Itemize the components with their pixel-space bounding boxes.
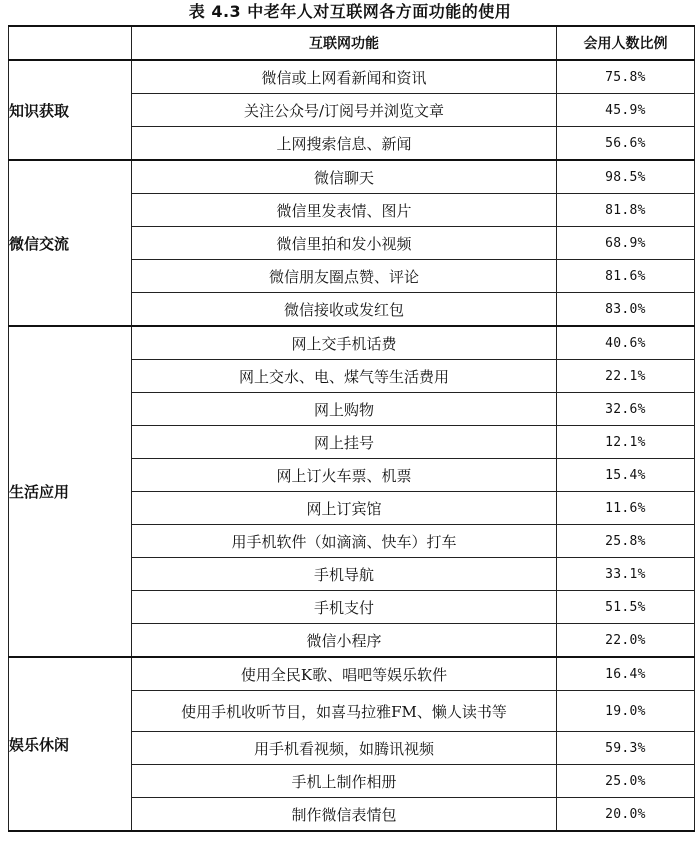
usage-table xyxy=(8,25,695,832)
function-cell: 微信里拍和发小视频 xyxy=(132,227,557,260)
function-cell: 微信朋友圈点赞、评论 xyxy=(132,260,557,293)
ratio-cell: 40.6% xyxy=(557,326,695,360)
ratio-cell: 19.0% xyxy=(557,691,695,732)
category-cell: 生活应用 xyxy=(9,326,132,657)
ratio-cell: 22.0% xyxy=(557,624,695,658)
function-cell: 网上挂号 xyxy=(132,426,557,459)
category-cell: 知识获取 xyxy=(9,60,132,160)
function-cell: 上网搜索信息、新闻 xyxy=(132,127,557,161)
function-cell: 手机支付 xyxy=(132,591,557,624)
ratio-cell: 45.9% xyxy=(557,94,695,127)
ratio-cell: 15.4% xyxy=(557,459,695,492)
ratio-cell: 81.8% xyxy=(557,194,695,227)
function-cell: 微信里发表情、图片 xyxy=(132,194,557,227)
function-cell: 用手机看视频，如腾讯视频 xyxy=(132,732,557,765)
function-cell: 网上交手机话费 xyxy=(132,326,557,360)
function-cell: 网上购物 xyxy=(132,393,557,426)
ratio-cell: 75.8% xyxy=(557,60,695,94)
function-cell: 微信小程序 xyxy=(132,624,557,658)
function-cell: 微信聊天 xyxy=(132,160,557,194)
ratio-cell: 11.6% xyxy=(557,492,695,525)
header-row xyxy=(9,26,695,60)
header-ratio: 会用人数比例 xyxy=(557,26,695,60)
ratio-cell: 12.1% xyxy=(557,426,695,459)
function-cell: 使用全民K歌、唱吧等娱乐软件 xyxy=(132,657,557,691)
function-cell: 手机导航 xyxy=(132,558,557,591)
function-cell: 用手机软件（如滴滴、快车）打车 xyxy=(132,525,557,558)
ratio-cell: 81.6% xyxy=(557,260,695,293)
ratio-cell: 98.5% xyxy=(557,160,695,194)
function-cell: 手机上制作相册 xyxy=(132,765,557,798)
header-category xyxy=(9,26,132,60)
ratio-cell: 59.3% xyxy=(557,732,695,765)
ratio-cell: 25.0% xyxy=(557,765,695,798)
ratio-cell: 68.9% xyxy=(557,227,695,260)
function-cell: 使用手机收听节目，如喜马拉雅FM、懒人读书等 xyxy=(132,691,557,732)
function-cell: 网上交水、电、煤气等生活费用 xyxy=(132,360,557,393)
category-cell: 微信交流 xyxy=(9,160,132,326)
function-cell: 制作微信表情包 xyxy=(132,798,557,832)
ratio-cell: 33.1% xyxy=(557,558,695,591)
ratio-cell: 25.8% xyxy=(557,525,695,558)
function-cell: 微信接收或发红包 xyxy=(132,293,557,327)
function-cell: 关注公众号/订阅号并浏览文章 xyxy=(132,94,557,127)
function-cell: 网上订火车票、机票 xyxy=(132,459,557,492)
ratio-cell: 32.6% xyxy=(557,393,695,426)
function-cell: 微信或上网看新闻和资讯 xyxy=(132,60,557,94)
ratio-cell: 20.0% xyxy=(557,798,695,832)
table-row xyxy=(9,160,695,194)
category-cell: 娱乐休闲 xyxy=(9,657,132,831)
ratio-cell: 22.1% xyxy=(557,360,695,393)
table-title: 表 4.3 中老年人对互联网各方面功能的使用 xyxy=(188,2,512,21)
ratio-cell: 56.6% xyxy=(557,127,695,161)
ratio-cell: 83.0% xyxy=(557,293,695,327)
ratio-cell: 51.5% xyxy=(557,591,695,624)
table-row xyxy=(9,326,695,360)
header-function: 互联网功能 xyxy=(132,26,557,60)
table-row xyxy=(9,657,695,691)
ratio-cell: 16.4% xyxy=(557,657,695,691)
function-cell: 网上订宾馆 xyxy=(132,492,557,525)
table-row xyxy=(9,60,695,94)
